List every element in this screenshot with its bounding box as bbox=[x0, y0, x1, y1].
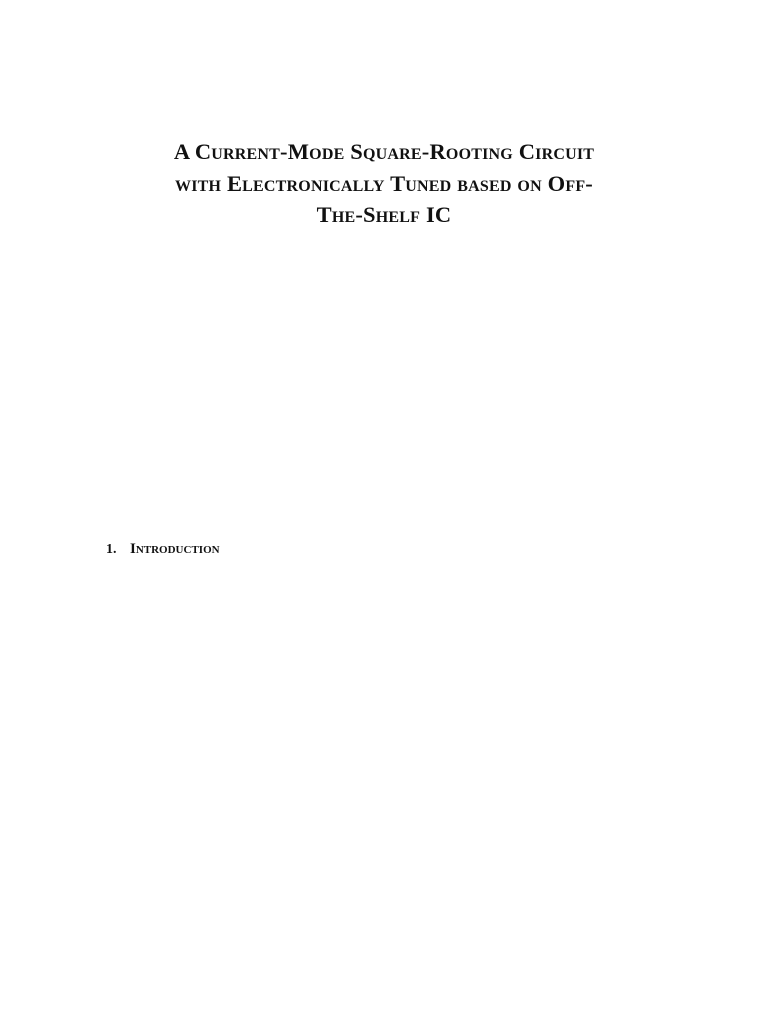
paper-title bbox=[96, 136, 672, 231]
title-line-1: A Current-Mode Square-Rooting Circuit bbox=[173, 139, 595, 164]
title-line-3: The-Shelf IC bbox=[316, 202, 452, 227]
section-number: 1. bbox=[106, 542, 117, 557]
section-heading-introduction bbox=[106, 539, 220, 560]
section-title: Introduction bbox=[130, 541, 220, 557]
title-line-2: with Electronically Tuned based on Off- bbox=[175, 170, 593, 196]
